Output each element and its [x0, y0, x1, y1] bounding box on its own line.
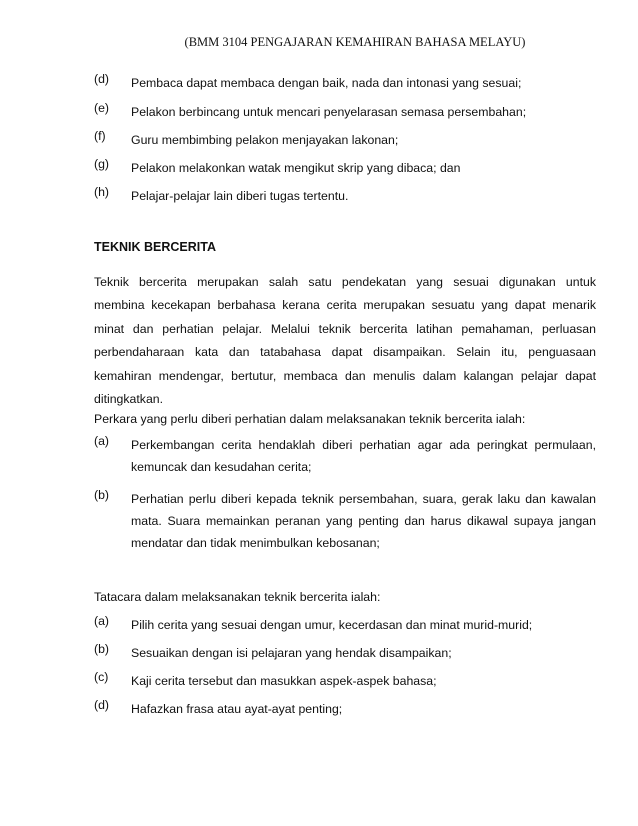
- item-label: (d): [94, 72, 110, 86]
- intro-text: Tatacara dalam melaksanakan teknik bercerita ialah:: [94, 590, 381, 604]
- item-text: Guru membimbing pelakon menjayakan lakonan;: [131, 133, 399, 147]
- item-label: (a): [94, 434, 110, 448]
- paragraph-line: perbendaharaan kata dan tatabahasa dapat disampaikan. Selain itu, penguasaan: [94, 345, 596, 360]
- item-text: Kaji cerita tersebut dan masukkan aspek-aspek bahasa;: [131, 674, 437, 688]
- item-label: (c): [94, 670, 109, 684]
- paragraph-line: minat dan perhatian pelajar. Melalui teknik bercerita latihan pemahaman, perluasan: [94, 321, 596, 336]
- item-text: Pembaca dapat membaca dengan baik, nada dan intonasi yang sesuai;: [131, 76, 522, 90]
- paragraph-line: kemahiran mendengar, bertutur, membaca dan menulis dalam kalangan pelajar dapat: [94, 368, 596, 383]
- list-item: [94, 157, 596, 179]
- item-text: Pelakon berbincang untuk mencari penyelarasan semasa persembahan;: [131, 105, 527, 119]
- list-item: [94, 185, 596, 207]
- item-label: (h): [94, 185, 110, 199]
- list-item: [94, 72, 596, 94]
- item-label: (d): [94, 698, 110, 712]
- page-header: (BMM 3104 PENGAJARAN KEMAHIRAN BAHASA MELAYU): [184, 35, 526, 49]
- item-text: Sesuaikan dengan isi pelajaran yang hendak disampaikan;: [131, 646, 452, 660]
- item-text: Hafazkan frasa atau ayat-ayat penting;: [131, 702, 343, 716]
- item-line: mata. Suara memainkan peranan yang penting dan harus dikawal supaya jangan: [131, 514, 596, 528]
- item-text: Pelajar-pelajar lain diberi tugas tertentu.: [131, 189, 349, 203]
- list-item: [94, 698, 596, 720]
- item-label: (b): [94, 488, 110, 502]
- item-text: Pelakon melakonkan watak mengikut skrip yang dibaca; dan: [131, 161, 461, 175]
- list-item: [94, 101, 596, 123]
- item-text: [131, 488, 596, 554]
- section-heading: TEKNIK BERCERITA: [94, 240, 216, 254]
- item-label: (f): [94, 129, 106, 143]
- paragraph: [94, 271, 596, 411]
- intro-text: Perkara yang perlu diberi perhatian dalam melaksanakan teknik bercerita ialah:: [94, 412, 526, 426]
- paragraph-line: ditingkatkan.: [94, 392, 164, 407]
- item-label: (a): [94, 614, 110, 628]
- item-text: Pilih cerita yang sesuai dengan umur, kecerdasan dan minat murid-murid;: [131, 618, 533, 632]
- paragraph-line: Teknik bercerita merupakan salah satu pendekatan yang sesuai digunakan untuk: [94, 275, 596, 289]
- item-line: Perkembangan cerita hendaklah diberi perhatian agar ada peringkat permulaan,: [131, 438, 596, 452]
- item-label: (g): [94, 157, 110, 171]
- list-item: [94, 670, 596, 692]
- paragraph-line: membina kecekapan berbahasa kerana cerita merupakan sesuatu yang dapat menarik: [94, 298, 596, 313]
- item-line: kemuncak dan kesudahan cerita;: [131, 460, 312, 474]
- item-line: mendatar dan tidak menimbulkan kebosanan;: [131, 536, 380, 550]
- item-label: (b): [94, 642, 110, 656]
- list-item: [94, 434, 596, 478]
- list-item: [94, 129, 596, 151]
- list-item: [94, 614, 596, 636]
- item-text: [131, 434, 596, 478]
- item-line: Perhatian perlu diberi kepada teknik persembahan, suara, gerak laku dan kawalan: [131, 492, 596, 506]
- list-item: [94, 642, 596, 664]
- item-label: (e): [94, 101, 110, 115]
- list-item: [94, 488, 596, 554]
